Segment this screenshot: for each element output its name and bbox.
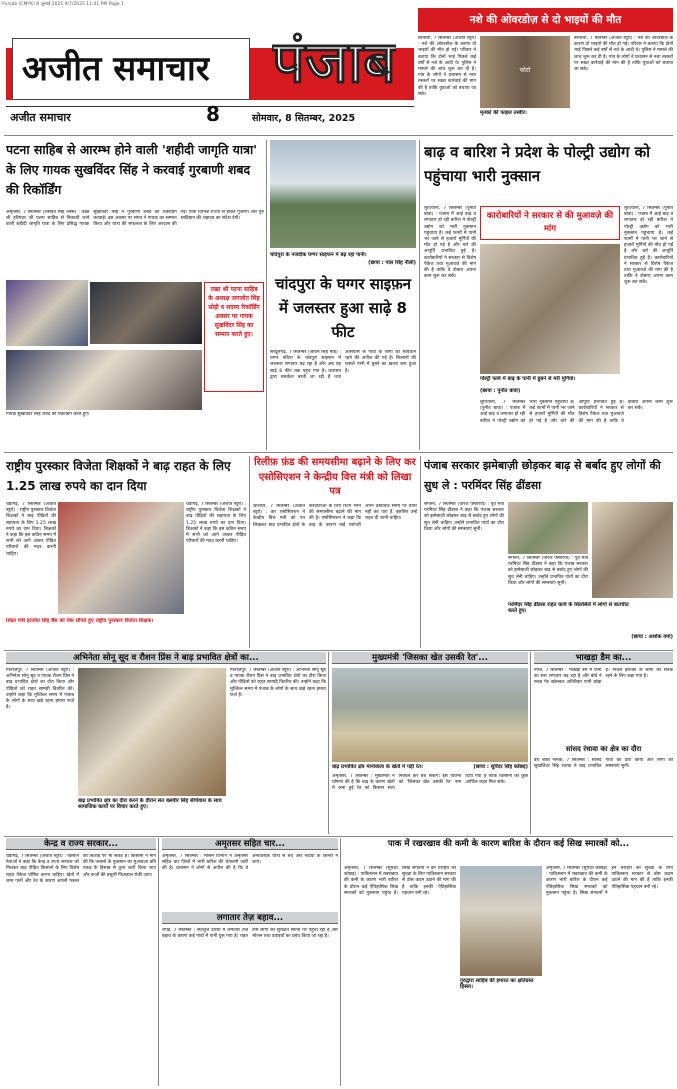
bottom-col-2 bbox=[162, 838, 338, 1086]
ghaggar-credit: (छाया : पाल सिंह नौली) bbox=[368, 260, 416, 266]
story-text-right: बरनाला, 7 सितम्बर (अजीत ब्यूरो) : नशे की ओवरडोज़ के कारण दो भाइयों की मौत हो गई। परिवार ने बताया कि दोनों भाई पिछले कई वर्षों से नशे के आदी थे। पुलिस ने मामले की जांच शुरू कर दी है। गांव के लोगों ने प्रशासन से नशा तस्करों पर सख्त कार्रवाई की मांग की है ताकि युवाओं को बचाया जा सके। bbox=[574, 36, 673, 73]
story-sonu-sood bbox=[6, 652, 326, 834]
sonu-sood-photo bbox=[78, 668, 226, 796]
bottom-col1-title: केन्द्र व राज्य सरकार... bbox=[6, 838, 156, 850]
story4-headline: राष्ट्रीय पुरस्कार विजेता शिक्षकों ने बाढ़ राहत के लिए 1.25 लाख रुपये का दान दिया bbox=[6, 459, 231, 493]
dhindsa-caption: परमिंदर सिंह ढींडसा राहत कार्य के सिलसिले में लोगों से बातचीत करते हुए। bbox=[508, 602, 629, 615]
story-ghaggar bbox=[270, 140, 416, 450]
story6-headline: पंजाब सरकार झमेबाज़ी छोड़कर बाढ़ से बर्बाद हुए लोगों की सुध ले : परमिंदर सिंह ढींडसा bbox=[424, 459, 661, 492]
story-tax-association bbox=[253, 456, 417, 648]
story-bhakra bbox=[534, 652, 673, 834]
dhindsa-credit: (छाया : अशोक वर्मा) bbox=[631, 634, 673, 640]
rule bbox=[266, 140, 267, 450]
story3-subhead-box bbox=[480, 206, 620, 240]
story3-headline: बाढ़ व बारिश ने प्रदेश के पोल्ट्री उद्योग को पहुंचाया भारी नुक्सान bbox=[424, 143, 651, 185]
top-strip: Punjab (CMYK) 8 जुलाई 2025 9/7/2025 11:41 PM Page 1 bbox=[2, 2, 124, 7]
rule bbox=[328, 652, 329, 834]
story1-headline: पटना साहिब से आरम्भ होने वाली 'शहीदी जागृति यात्रा' के लिए गायक सुखविंदर सिंह ने करवाई गुरबाणी शबद की रिकॉर्डिंग bbox=[6, 142, 258, 197]
victims-caption: मृतकों की फाइल तस्वीर। bbox=[480, 110, 527, 116]
story7-caption: बाढ़ प्रभावित क्षेत्र का दौरा करने के दौरान संत बलवीर सिंह सीचेवाल के साथ सामाजिक कार्यों पर विचार करते हुए। bbox=[78, 798, 222, 811]
bottom-col3-text-left: अमृतसर, 7 सितम्बर (सुरिंदर कोछड़) : पाकिस्तान में रखरखाव की कमी के कारण भारी बारिश के दौरान कई ऐतिहासिक सिख स्मारकों को नुकसान पहुंचा है। सिख संगठनों ने इन धरोहरों की सुरक्षा के लिए पाकिस्तान सरकार से ठोस कदम उठाने की मांग की है ताकि इनकी ऐतिहासिक पहचान बनी रहे। bbox=[344, 866, 456, 896]
story3-text-left: लुधियाना, 7 सितम्बर (पुनीत बावा) : पंजाब में आई बाढ़ व लगातार हो रही बारिश ने पोल्ट्री उद्योग को भारी नुकसान पहुंचाया है। कई फार्मों में पानी भर जाने से हजारों मुर्गियों की मौत हो गई है और चारे की आपूर्ति प्रभावित हुई है। कारोबारियों ने सरकार से विशेष पैकेज तथा मुआवज़े की मांग की है ताकि वे दोबारा अपना काम शुरू कर सकें। bbox=[424, 206, 476, 280]
gurdwara-caption: गुरुद्वारा साहिब की इमारत का क्षतिग्रस्त हिस्सा। bbox=[460, 978, 534, 991]
story3-text-right: लुधियाना, 7 सितम्बर (पुनीत बावा) : पंजाब में आई बाढ़ व लगातार हो रही बारिश ने पोल्ट्री उद्योग को भारी नुकसान पहुंचाया है। कई फार्मों में पानी भर जाने से हजारों मुर्गियों की मौत हो गई है और चारे की आपूर्ति प्रभावित हुई है। कारोबारियों ने सरकार से विशेष पैकेज तथा मुआवज़े की मांग की है ताकि वे दोबारा अपना काम शुरू कर सकें। bbox=[624, 206, 673, 286]
story5-headline: रिलीफ़ फ़ंड की समयसीमा बढ़ाने के लिए कर एसोसिएशन ने केन्द्रीय वित्त मंत्री को लिखा पत्र bbox=[254, 457, 416, 497]
bottom-col2-text: अमृतसर, 7 सितम्बर : मौसम विभाग ने अमृतसर सहित चार ज़िलों में भारी बारिश की चेतावनी जारी की है। प्रशासन ने लोगों से अपील की है कि वे अनावश्यक यात्रा से बचें और नदियों के किनारे न जाएं। bbox=[162, 854, 338, 872]
story2-headline: चांदपुरा के घग्गर साइफ़न में जलस्तर हुआ साढ़े 8 फीट bbox=[274, 275, 412, 341]
rule bbox=[4, 650, 673, 651]
story2-text: सरदूलगढ़, 7 सितम्बर (जीवन सिंह मौड़) : घग्गर नदिया के चांदपुरा साइफन में जलस्तर लगातार बढ़ रहा है और अब यह साढ़े 8 फीट तक पहुंच गया है। प्रशासन द्वारा सतर्कता बरती जा रही है तथा आसपास के गांवों के लोगों को सावधान रहने की अपील की गई है। किसानों की फसलें पानी में डूबने का खतरा बना हुआ है। bbox=[270, 350, 416, 380]
teachers-caption: शिक्षा मंत्री हरजोत सिंह बैंस को चेक सौंपते हुए राष्ट्रीय पुरस्कार विजेता शिक्षक। bbox=[6, 618, 154, 624]
teachers-photo bbox=[58, 502, 184, 614]
bottom-col2-title: अमृतसर सहित चार... bbox=[162, 838, 338, 850]
story-sukhwinder bbox=[6, 140, 264, 450]
bottom-col-3 bbox=[344, 838, 673, 1086]
story1-photo-group bbox=[6, 350, 202, 410]
poultry-caption: पोल्ट्री फार्म में बाढ़ के पानी में डूबने से मरी मुर्गियां। bbox=[480, 376, 576, 382]
dhindsa-photo-1 bbox=[508, 502, 588, 554]
victims-photo bbox=[480, 36, 570, 108]
story9-text2: डेरा बाबा नानक, 7 सितम्बर : सांसद सुखजिंदर सिंह रंधावा ने बाढ़ प्रभावित गांवों का दौरा किया और लोगों की समस्याएं सुनीं। bbox=[534, 758, 673, 770]
bottom-col-1 bbox=[6, 838, 156, 1086]
story1-photo-studio bbox=[90, 282, 202, 344]
bottom-col3-text-right: अमृतसर, 7 सितम्बर (सुरिंदर कोछड़) : पाकिस्तान में रखरखाव की कमी के कारण भारी बारिश के दौरान कई ऐतिहासिक सिख स्मारकों को नुकसान पहुंचा है। सिख संगठनों ने इन धरोहरों की सुरक्षा के लिए पाकिस्तान सरकार से ठोस कदम उठाने की मांग की है ताकि इनकी ऐतिहासिक पहचान बनी रहे। bbox=[546, 866, 673, 896]
issue-date: सोमवार, 8 सितम्बर, 2025 bbox=[252, 113, 356, 124]
headline: नशे की ओवरडोज़ से दो भाइयों की मौत bbox=[418, 8, 673, 32]
story8-caption: बाढ़ प्रभावित क्षेत्र मानांवाला के खेतों में पड़ी रेत। bbox=[332, 764, 423, 770]
story3-subhead: कारोबारियों ने सरकार से की मुआवज़े की मांग bbox=[486, 211, 614, 234]
sand-field-photo bbox=[332, 668, 528, 762]
rule bbox=[420, 456, 421, 648]
rule bbox=[530, 652, 531, 834]
story4-text-2: चंडीगढ़, 7 सितम्बर (अजीत ब्यूरो) : राष्ट्रीय पुरस्कार विजेता शिक्षकों ने बाढ़ पीड़ितों की सहायता के लिए 1.25 लाख रुपये का दान दिया। शिक्षकों ने कहा कि इस कठिन समय में सभी को आगे आकर पीड़ित परिवारों की मदद करनी चाहिए। bbox=[186, 502, 246, 545]
bottom-col3-title: पाक में रखरखाव की कमी के कारण बारिश के दौरान कई सिख स्मारकों को... bbox=[387, 839, 630, 849]
story3-text-bottom: लुधियाना, 7 सितम्बर (पुनीत बावा) : पंजाब में आई बाढ़ व लगातार हो रही बारिश ने पोल्ट्री उद्योग को भारी नुकसान पहुंचाया है। कई फार्मों में पानी भर जाने से हजारों मुर्गियों की मौत हो गई है और चारे की आपूर्ति प्रभावित हुई है। कारोबारियों ने सरकार से विशेष पैकेज तथा मुआवज़े की मांग की है ताकि वे दोबारा अपना काम शुरू कर सकें। bbox=[480, 400, 673, 424]
story1-box-text: तख्त श्री पटना साहिब के अध्यक्ष जगजोत सिंह सोही व सदस्य रिकॉर्डिंग अवसर पर गायक सुखविंदर सिंह का सम्मान करते हुए। bbox=[208, 286, 260, 338]
story8-credit: (छाया : सुरिंदर सिंह कोछड़) bbox=[473, 764, 528, 770]
story-khet-ret bbox=[332, 652, 528, 834]
rule bbox=[419, 140, 420, 450]
gurdwara-photo bbox=[460, 866, 542, 976]
story1-caption: गायक सुखविंदर सिंह शबद की रिकॉर्डिंग करते हुए। bbox=[6, 412, 90, 417]
story4-text-1: चंडीगढ़, 7 सितम्बर (अजीत ब्यूरो) : राष्ट्रीय पुरस्कार विजेता शिक्षकों ने बाढ़ पीड़ितों की सहायता के लिए 1.25 लाख रुपये का दान दिया। शिक्षकों ने कहा कि इस कठिन समय में सभी को आगे आकर पीड़ित परिवारों की मदद करनी चाहिए। bbox=[6, 502, 56, 557]
story1-photo-singer bbox=[6, 280, 88, 346]
story7-headline: अभिनेता सोनू सूद व रौशन प्रिंस ने बाढ़ प्रभावित क्षेत्रों का... bbox=[6, 652, 326, 664]
footer-paper-name: अजीत समाचार bbox=[10, 111, 71, 124]
poultry-photo bbox=[480, 244, 620, 374]
section-title: पंजाब bbox=[272, 28, 397, 96]
page-number: 8 bbox=[206, 102, 220, 126]
bottom-col1-text: चंडीगढ़, 7 सितम्बर (अजीत ब्यूरो) : किसान नेताओं ने कहा कि केन्द्र व राज्य सरकार को मिलकर बाढ़ पीड़ित किसानों के लिए विशेष राहत पैकेज घोषित करना चाहिए। खेतों में जमा पानी और रेत के कारण अगली फसल की बिजाई पर भी संकट है। किसानों ने मांग की कि फसलों के नुकसान का मुआवज़ा प्रति एकड़ के हिसाब से तुरंत जारी किया जाए और कर्ज़ों की वसूली फिलहाल रोकी जाए। bbox=[6, 854, 156, 884]
bottom-col2b-text: रोपड़, 7 सितम्बर : सतलुज दरिया में लगातार तेज़ बहाव के कारण कई गांवों में पानी घुस गया है। राहत टीमें लोगों को सुरक्षित स्थानों पर पहुंचा रही हैं और भोजन तथा दवाइयों का प्रबंध किया जा रहा है। bbox=[162, 928, 338, 940]
ghaggar-photo bbox=[270, 140, 416, 248]
rule bbox=[4, 836, 673, 837]
rule bbox=[158, 838, 159, 1086]
story7-text-2: फिरोज़पुर, 7 सितम्बर (अजीत ब्यूरो) : अभिनेता सोनू सूद व गायक रौशन प्रिंस ने बाढ़ प्रभावित क्षेत्रों का दौरा किया और पीड़ितों को राहत सामग्री वितरित की। उन्होंने कहा कि मुश्किल समय में पंजाब के लोगों के साथ खड़े रहना हमारा फर्ज़ है। bbox=[230, 668, 326, 698]
masthead bbox=[6, 10, 414, 128]
story7-text-1: फिरोज़पुर, 7 सितम्बर (अजीत ब्यूरो) : अभिनेता सोनू सूद व गायक रौशन प्रिंस ने बाढ़ प्रभावित क्षेत्रों का दौरा किया और पीड़ितों को राहत सामग्री वितरित की। उन्होंने कहा कि मुश्किल समय में पंजाब के लोगों के साथ खड़े रहना हमारा फर्ज़ है। bbox=[6, 668, 74, 711]
story9-text: नंगल, 7 सितम्बर : भाखड़ा डैम में पानी का स्तर लगातार बढ़ रहा है और बोर्ड ने फ्लड गेट खोलकर अतिरिक्त पानी छोड़ा है। निचले इलाकों के लोगों को सतर्क रहने के लिए कहा गया है। bbox=[534, 668, 673, 686]
story1-text: अमृतसर, 7 सितम्बर (जसवंत सिंह जस्स) : तख्त श्री हरिमंदर जी पटना साहिब से निकाली जाने वाली शहीदी जागृति यात्रा के लिए प्रसिद्ध गायक सुखविंदर सिंह ने गुरबाणी शबद की रिकॉर्डिंग करवाई। इस अवसर पर संगत ने गायक का सम्मान किया और यात्रा की सफलता के लिए अरदास की गई। यात्रा विभिन्न राज्यों से होकर गुजरेगी और गुरु साहिबान की शहादत का संदेश देगी। bbox=[6, 210, 264, 228]
top-right-story bbox=[418, 8, 673, 133]
story-text-left: बरनाला, 7 सितम्बर (अजीत ब्यूरो) : नशे की ओवरडोज़ के कारण दो भाइयों की मौत हो गई। परिवार ने बताया कि दोनों भाई पिछले कई वर्षों से नशे के आदी थे। पुलिस ने मामले की जांच शुरू कर दी है। गांव के लोगों ने प्रशासन से नशा तस्करों पर सख्त कार्रवाई की मांग की है ताकि युवाओं को बचाया जा सके। bbox=[418, 36, 476, 97]
dhindsa-photo-2 bbox=[592, 502, 673, 598]
story1-box bbox=[204, 282, 264, 392]
ghaggar-caption: चांदपुरा के नजदीक घग्गर साइफन में बढ़ रहा पानी। bbox=[270, 252, 367, 258]
story9-headline2: सांसद रंधावा का क्षेत्र का दौरा bbox=[565, 745, 642, 753]
story9-headline: भाखड़ा डैम का... bbox=[534, 652, 673, 664]
rule bbox=[4, 135, 673, 136]
story5-text: जालंधर, 7 सितम्बर (अजीत ब्यूरो) : कर एसोसिएशन ने केन्द्रीय वित्त मंत्री को पत्र लिखकर बाढ़ प्रभावित क्षेत्रों के करदाताओं के लिए रिटर्न भरने की समयसीमा बढ़ाने की मांग की है। एसोसिएशन ने कहा कि बाढ़ के कारण कई व्यापारी अपने दस्तावेज़ समय पर तैयार नहीं कर पाए हैं, इसलिए उन्हें राहत दी जानी चाहिए। bbox=[253, 504, 417, 528]
photo-label: फोटो bbox=[519, 67, 531, 74]
rule bbox=[340, 838, 341, 1086]
story6-text-2: संगरूर, 7 सितम्बर (धीरज पसोरिया) : पूर्व मंत्री परमिंदर सिंह ढींडसा ने कहा कि पंजाब सरकार को झमेबाज़ी छोड़कर बाढ़ से बर्बाद हुए लोगों की सुध लेनी चाहिए। उन्होंने प्रभावित गांवों का दौरा किया और लोगों की समस्याएं सुनीं। bbox=[508, 556, 588, 586]
story-poultry bbox=[424, 140, 673, 450]
story-dhindsa bbox=[424, 456, 673, 648]
rule bbox=[4, 452, 673, 453]
bottom-col2b-title: लगातार तेज़ बहाव... bbox=[162, 912, 338, 924]
poultry-credit: (छाया : पुनीत बावा) bbox=[480, 388, 521, 394]
rule bbox=[249, 456, 250, 648]
story8-headline: मुख्यमंत्री 'जिसका खेत उसकी रेत'... bbox=[332, 652, 528, 664]
story6-text-1: संगरूर, 7 सितम्बर (धीरज पसोरिया) : पूर्व मंत्री परमिंदर सिंह ढींडसा ने कहा कि पंजाब सरकार को झमेबाज़ी छोड़कर बाढ़ से बर्बाद हुए लोगों की सुध लेनी चाहिए। उन्होंने प्रभावित गांवों का दौरा किया और लोगों की समस्याएं सुनीं। bbox=[424, 502, 504, 532]
paper-name: अजीत समाचार bbox=[22, 49, 210, 89]
story8-text: अमृतसर, 7 सितम्बर : मुख्यमंत्री ने घोषणा की है कि बाढ़ के कारण खेतों में जमा हुई रेत को किसान स्वयं निकाल कर बेच सकेंगे। इस योजना को 'जिसका खेत उसकी रेत' नाम दिया गया है ताकि किसानों को कुछ आर्थिक राहत मिल सके। bbox=[332, 774, 528, 792]
story-teachers bbox=[6, 456, 246, 648]
